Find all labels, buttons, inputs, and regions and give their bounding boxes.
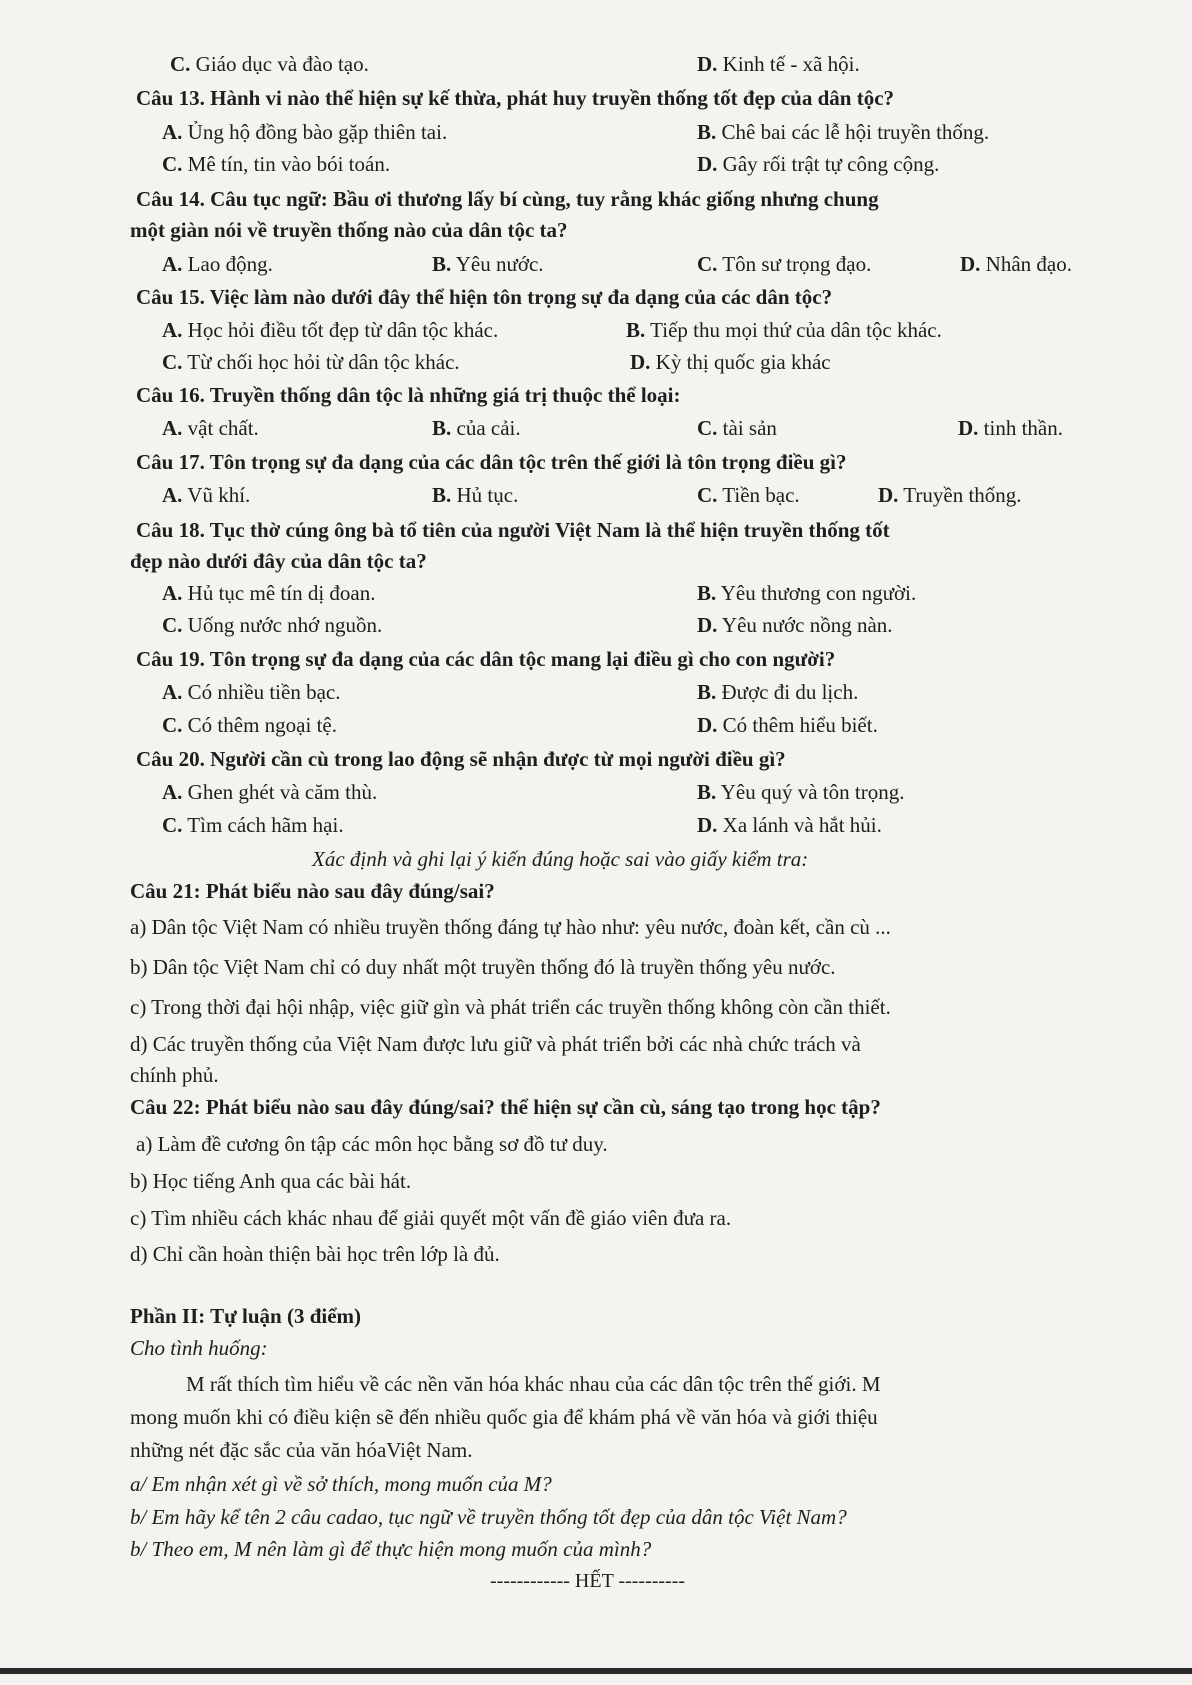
q13-option-a: A. Ủng hộ đồng bào gặp thiên tai. [162,120,448,144]
q22-statement-b: b) Học tiếng Anh qua các bài hát. [130,1169,412,1193]
part2-paragraph-line3: những nét đặc sắc của văn hóaViệt Nam. [130,1438,473,1462]
q12-option-d: D. Kinh tế - xã hội. [697,52,860,76]
q13-option-c: C. Mê tín, tin vào bói toán. [162,152,391,176]
q15-option-d: D. Kỳ thị quốc gia khác [630,350,831,374]
q21-statement-a: a) Dân tộc Việt Nam có nhiều truyền thống đáng tự hào như: yêu nước, đoàn kết, cần cù ... [130,915,891,939]
scan-bottom-edge [0,1668,1192,1674]
part2-paragraph-line2: mong muốn khi có điều kiện sẽ đến nhiều quốc gia để khám phá về văn hóa và giới thiệu [130,1405,878,1429]
q16-option-b: B. của cải. [432,416,521,440]
q14-question-line2: một giàn nói về truyền thống nào của dân tộc ta? [130,218,568,242]
q22-statement-d: d) Chỉ cần hoàn thiện bài học trên lớp là đủ. [130,1242,500,1266]
q22-statement-a: a) Làm đề cương ôn tập các môn học bằng sơ đồ tư duy. [136,1132,608,1156]
part2-question-a: a/ Em nhận xét gì về sở thích, mong muốn của M? [130,1472,552,1496]
q16-question: Câu 16. Truyền thống dân tộc là những giá trị thuộc thể loại: [136,383,681,407]
part2-question-b: b/ Em hãy kể tên 2 câu cadao, tục ngữ về truyền thống tốt đẹp của dân tộc Việt Nam? [130,1505,847,1529]
q13-option-d: D. Gây rối trật tự công cộng. [697,152,940,176]
q21-statement-b: b) Dân tộc Việt Nam chỉ có duy nhất một truyền thống đó là truyền thống yêu nước. [130,955,836,979]
q16-option-c: C. tài sản [697,416,777,440]
q14-option-a: A. Lao động. [162,252,273,276]
q19-option-d: D. Có thêm hiểu biết. [697,713,878,737]
q20-option-c: C. Tìm cách hãm hại. [162,813,344,837]
q18-option-a: A. Hủ tục mê tín dị đoan. [162,581,376,605]
true-false-instruction: Xác định và ghi lại ý kiến đúng hoặc sai vào giấy kiểm tra: [312,847,809,871]
q13-question: Câu 13. Hành vi nào thể hiện sự kế thừa, phát huy truyền thống tốt đẹp của dân tộc? [136,86,895,110]
q21-statement-c: c) Trong thời đại hội nhập, việc giữ gìn và phát triển các truyền thống không còn cần thiết. [130,995,891,1019]
q21-statement-d-line1: d) Các truyền thống của Việt Nam được lưu giữ và phát triển bởi các nhà chức trách và [130,1032,861,1056]
q17-option-a: A. Vũ khí. [162,483,251,507]
part2-intro: Cho tình huống: [130,1336,268,1360]
q21-question: Câu 21: Phát biểu nào sau đây đúng/sai? [130,879,495,903]
q16-option-a: A. vật chất. [162,416,259,440]
q18-option-d: D. Yêu nước nồng nàn. [697,613,893,637]
q14-question-line1: Câu 14. Câu tục ngữ: Bầu ơi thương lấy bí cùng, tuy rằng khác giống nhưng chung [136,187,879,211]
part2-question-c: b/ Theo em, M nên làm gì để thực hiện mong muốn của mình? [130,1537,652,1561]
q17-option-d: D. Truyền thống. [878,483,1022,507]
q13-option-b: B. Chê bai các lễ hội truyền thống. [697,120,990,144]
q18-option-c: C. Uống nước nhớ nguồn. [162,613,383,637]
q22-statement-c: c) Tìm nhiều cách khác nhau để giải quyết một vấn đề giáo viên đưa ra. [130,1206,732,1230]
q19-question: Câu 19. Tôn trọng sự đa dạng của các dân tộc mang lại điều gì cho con người? [136,647,836,671]
q20-question: Câu 20. Người cần cù trong lao động sẽ nhận được từ mọi người điều gì? [136,747,786,771]
end-marker: ------------ HẾT ---------- [490,1570,686,1592]
q12-option-c: C. Giáo dục và đào tạo. [170,52,369,76]
q14-option-b: B. Yêu nước. [432,252,544,276]
q20-option-b: B. Yêu quý và tôn trọng. [697,780,905,804]
q21-statement-d-line2: chính phủ. [130,1063,219,1087]
q18-option-b: B. Yêu thương con người. [697,581,917,605]
part2-title: Phần II: Tự luận (3 điểm) [130,1304,362,1328]
q17-option-c: C. Tiền bạc. [697,483,800,507]
q14-option-d: D. Nhân đạo. [960,252,1072,276]
q15-question: Câu 15. Việc làm nào dưới đây thể hiện tôn trọng sự đa dạng của các dân tộc? [136,285,833,309]
q15-option-b: B. Tiếp thu mọi thứ của dân tộc khác. [626,318,942,342]
q19-option-b: B. Được đi du lịch. [697,680,859,704]
q19-option-a: A. Có nhiều tiền bạc. [162,680,341,704]
q16-option-d: D. tinh thần. [958,416,1063,440]
q22-question: Câu 22: Phát biểu nào sau đây đúng/sai? thể hiện sự cần cù, sáng tạo trong học tập? [130,1095,881,1119]
q17-question: Câu 17. Tôn trọng sự đa dạng của các dân tộc trên thế giới là tôn trọng điều gì? [136,450,847,474]
q15-option-c: C. Từ chối học hỏi từ dân tộc khác. [162,350,460,374]
q18-question-line1: Câu 18. Tục thờ cúng ông bà tổ tiên của người Việt Nam là thể hiện truyền thống tốt [136,518,890,542]
part2-paragraph-line1: M rất thích tìm hiểu về các nền văn hóa khác nhau của các dân tộc trên thế giới. M [186,1372,881,1396]
q20-option-d: D. Xa lánh và hắt hủi. [697,813,882,837]
q18-question-line2: đẹp nào dưới đây của dân tộc ta? [130,549,427,573]
q19-option-c: C. Có thêm ngoại tệ. [162,713,337,737]
q17-option-b: B. Hủ tục. [432,483,519,507]
q14-option-c: C. Tôn sư trọng đạo. [697,252,872,276]
q15-option-a: A. Học hỏi điều tốt đẹp từ dân tộc khác. [162,318,499,342]
q20-option-a: A. Ghen ghét và căm thù. [162,780,378,804]
